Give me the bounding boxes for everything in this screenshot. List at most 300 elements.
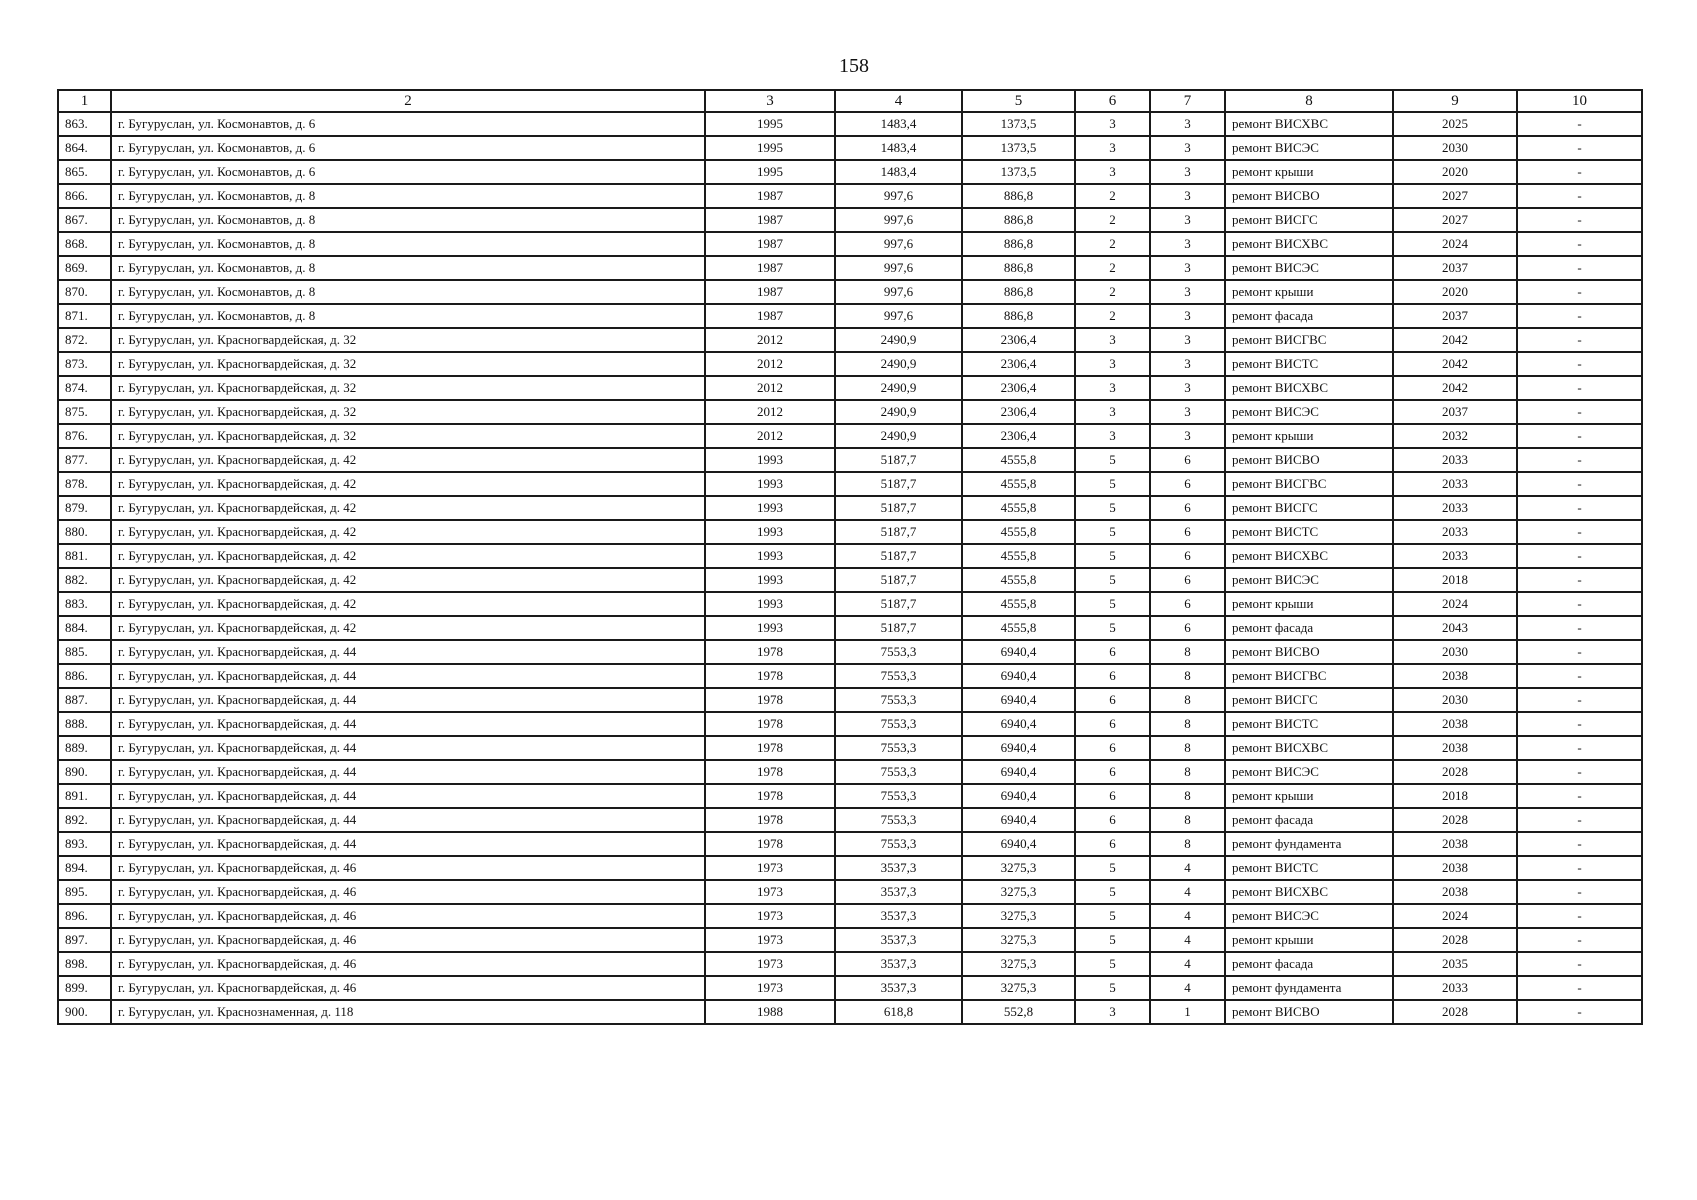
- cell-floors: 5: [1075, 592, 1150, 616]
- cell-floors: 3: [1075, 136, 1150, 160]
- cell-entrances: 3: [1150, 256, 1225, 280]
- table-row: [58, 760, 1642, 784]
- cell-year-built: 2012: [705, 424, 835, 448]
- cell-total-area: 5187,7: [835, 472, 962, 496]
- cell-floors: 6: [1075, 808, 1150, 832]
- cell-note: -: [1517, 832, 1642, 856]
- cell-entrances: 6: [1150, 544, 1225, 568]
- cell-address: г. Бугуруслан, ул. Красногвардейская, д. 44: [111, 760, 705, 784]
- cell-entrances: 3: [1150, 112, 1225, 136]
- cell-floors: 3: [1075, 328, 1150, 352]
- cell-row-number: 898.: [58, 952, 111, 976]
- cell-total-area: 1483,4: [835, 160, 962, 184]
- cell-entrances: 4: [1150, 952, 1225, 976]
- cell-planned-year: 2042: [1393, 352, 1517, 376]
- cell-note: -: [1517, 952, 1642, 976]
- cell-floors: 5: [1075, 448, 1150, 472]
- cell-floors: 5: [1075, 880, 1150, 904]
- cell-entrances: 4: [1150, 976, 1225, 1000]
- table-row: [58, 616, 1642, 640]
- cell-year-built: 1978: [705, 736, 835, 760]
- cell-row-number: 887.: [58, 688, 111, 712]
- cell-entrances: 8: [1150, 640, 1225, 664]
- cell-entrances: 3: [1150, 328, 1225, 352]
- cell-address: г. Бугуруслан, ул. Красногвардейская, д. 42: [111, 448, 705, 472]
- cell-work-type: ремонт ВИСХВС: [1225, 880, 1393, 904]
- cell-planned-year: 2025: [1393, 112, 1517, 136]
- cell-row-number: 882.: [58, 568, 111, 592]
- table-row: [58, 568, 1642, 592]
- cell-note: -: [1517, 400, 1642, 424]
- cell-planned-year: 2033: [1393, 448, 1517, 472]
- cell-year-built: 1993: [705, 568, 835, 592]
- cell-note: -: [1517, 736, 1642, 760]
- cell-total-area: 2490,9: [835, 328, 962, 352]
- cell-living-area: 6940,4: [962, 712, 1075, 736]
- table-header-row: [58, 90, 1642, 112]
- cell-year-built: 1978: [705, 688, 835, 712]
- cell-total-area: 7553,3: [835, 688, 962, 712]
- cell-total-area: 3537,3: [835, 976, 962, 1000]
- cell-floors: 3: [1075, 376, 1150, 400]
- cell-living-area: 3275,3: [962, 856, 1075, 880]
- cell-address: г. Бугуруслан, ул. Красногвардейская, д. 46: [111, 904, 705, 928]
- cell-planned-year: 2024: [1393, 904, 1517, 928]
- table-row: [58, 424, 1642, 448]
- cell-year-built: 1995: [705, 112, 835, 136]
- cell-floors: 2: [1075, 184, 1150, 208]
- cell-planned-year: 2033: [1393, 544, 1517, 568]
- cell-planned-year: 2035: [1393, 952, 1517, 976]
- cell-address: г. Бугуруслан, ул. Космонавтов, д. 6: [111, 160, 705, 184]
- cell-floors: 6: [1075, 688, 1150, 712]
- cell-address: г. Бугуруслан, ул. Красногвардейская, д. 44: [111, 832, 705, 856]
- cell-total-area: 7553,3: [835, 736, 962, 760]
- cell-work-type: ремонт ВИСТС: [1225, 352, 1393, 376]
- cell-total-area: 1483,4: [835, 136, 962, 160]
- cell-total-area: 7553,3: [835, 784, 962, 808]
- cell-entrances: 3: [1150, 208, 1225, 232]
- cell-work-type: ремонт ВИСТС: [1225, 520, 1393, 544]
- table-row: [58, 256, 1642, 280]
- cell-planned-year: 2037: [1393, 304, 1517, 328]
- cell-row-number: 890.: [58, 760, 111, 784]
- cell-row-number: 871.: [58, 304, 111, 328]
- cell-living-area: 886,8: [962, 184, 1075, 208]
- cell-floors: 2: [1075, 208, 1150, 232]
- cell-note: -: [1517, 448, 1642, 472]
- cell-work-type: ремонт ВИСГВС: [1225, 664, 1393, 688]
- cell-work-type: ремонт ВИСВО: [1225, 640, 1393, 664]
- cell-note: -: [1517, 928, 1642, 952]
- cell-year-built: 1988: [705, 1000, 835, 1024]
- cell-note: -: [1517, 496, 1642, 520]
- cell-address: г. Бугуруслан, ул. Космонавтов, д. 6: [111, 136, 705, 160]
- cell-work-type: ремонт фасада: [1225, 808, 1393, 832]
- cell-planned-year: 2042: [1393, 376, 1517, 400]
- cell-address: г. Бугуруслан, ул. Красногвардейская, д. 42: [111, 616, 705, 640]
- cell-row-number: 876.: [58, 424, 111, 448]
- table-row: [58, 208, 1642, 232]
- cell-address: г. Бугуруслан, ул. Красногвардейская, д. 42: [111, 592, 705, 616]
- cell-year-built: 1978: [705, 712, 835, 736]
- cell-address: г. Бугуруслан, ул. Космонавтов, д. 8: [111, 304, 705, 328]
- cell-note: -: [1517, 712, 1642, 736]
- cell-row-number: 895.: [58, 880, 111, 904]
- cell-planned-year: 2030: [1393, 640, 1517, 664]
- cell-living-area: 886,8: [962, 208, 1075, 232]
- cell-entrances: 8: [1150, 832, 1225, 856]
- cell-note: -: [1517, 328, 1642, 352]
- cell-work-type: ремонт фундамента: [1225, 832, 1393, 856]
- table-row: [58, 832, 1642, 856]
- cell-entrances: 3: [1150, 184, 1225, 208]
- cell-year-built: 1993: [705, 616, 835, 640]
- cell-planned-year: 2020: [1393, 280, 1517, 304]
- cell-year-built: 1987: [705, 208, 835, 232]
- cell-total-area: 3537,3: [835, 856, 962, 880]
- cell-planned-year: 2038: [1393, 880, 1517, 904]
- cell-planned-year: 2038: [1393, 664, 1517, 688]
- column-header-2: 2: [111, 90, 705, 112]
- cell-work-type: ремонт ВИСГС: [1225, 688, 1393, 712]
- cell-row-number: 873.: [58, 352, 111, 376]
- cell-living-area: 552,8: [962, 1000, 1075, 1024]
- cell-total-area: 997,6: [835, 232, 962, 256]
- cell-work-type: ремонт крыши: [1225, 424, 1393, 448]
- cell-address: г. Бугуруслан, ул. Красногвардейская, д. 46: [111, 928, 705, 952]
- cell-living-area: 886,8: [962, 280, 1075, 304]
- cell-entrances: 3: [1150, 232, 1225, 256]
- cell-year-built: 1987: [705, 232, 835, 256]
- cell-address: г. Бугуруслан, ул. Красногвардейская, д. 46: [111, 856, 705, 880]
- cell-floors: 3: [1075, 112, 1150, 136]
- cell-entrances: 8: [1150, 712, 1225, 736]
- cell-planned-year: 2042: [1393, 328, 1517, 352]
- cell-address: г. Бугуруслан, ул. Космонавтов, д. 8: [111, 232, 705, 256]
- column-header-3: 3: [705, 90, 835, 112]
- cell-row-number: 864.: [58, 136, 111, 160]
- cell-living-area: 4555,8: [962, 544, 1075, 568]
- cell-living-area: 6940,4: [962, 688, 1075, 712]
- cell-row-number: 869.: [58, 256, 111, 280]
- cell-total-area: 5187,7: [835, 448, 962, 472]
- cell-address: г. Бугуруслан, ул. Красногвардейская, д. 46: [111, 976, 705, 1000]
- cell-note: -: [1517, 160, 1642, 184]
- cell-planned-year: 2033: [1393, 496, 1517, 520]
- table-row: [58, 544, 1642, 568]
- cell-row-number: 875.: [58, 400, 111, 424]
- cell-entrances: 3: [1150, 424, 1225, 448]
- cell-floors: 6: [1075, 712, 1150, 736]
- cell-planned-year: 2043: [1393, 616, 1517, 640]
- cell-work-type: ремонт ВИСЭС: [1225, 904, 1393, 928]
- cell-address: г. Бугуруслан, ул. Красногвардейская, д. 44: [111, 808, 705, 832]
- cell-note: -: [1517, 304, 1642, 328]
- cell-work-type: ремонт ВИСТС: [1225, 856, 1393, 880]
- cell-living-area: 4555,8: [962, 472, 1075, 496]
- cell-living-area: 4555,8: [962, 520, 1075, 544]
- cell-address: г. Бугуруслан, ул. Красногвардейская, д. 32: [111, 400, 705, 424]
- cell-entrances: 6: [1150, 448, 1225, 472]
- cell-work-type: ремонт фасада: [1225, 304, 1393, 328]
- cell-planned-year: 2038: [1393, 736, 1517, 760]
- column-header-6: 6: [1075, 90, 1150, 112]
- cell-work-type: ремонт ВИСГВС: [1225, 328, 1393, 352]
- cell-floors: 5: [1075, 496, 1150, 520]
- cell-row-number: 863.: [58, 112, 111, 136]
- cell-year-built: 2012: [705, 328, 835, 352]
- table-row: [58, 856, 1642, 880]
- cell-floors: 5: [1075, 616, 1150, 640]
- cell-row-number: 877.: [58, 448, 111, 472]
- cell-work-type: ремонт ВИСВО: [1225, 184, 1393, 208]
- table-row: [58, 496, 1642, 520]
- table-row: [58, 472, 1642, 496]
- cell-row-number: 894.: [58, 856, 111, 880]
- cell-floors: 6: [1075, 664, 1150, 688]
- cell-row-number: 866.: [58, 184, 111, 208]
- cell-work-type: ремонт крыши: [1225, 928, 1393, 952]
- cell-row-number: 879.: [58, 496, 111, 520]
- cell-address: г. Бугуруслан, ул. Краснознаменная, д. 118: [111, 1000, 705, 1024]
- cell-year-built: 1978: [705, 784, 835, 808]
- cell-entrances: 6: [1150, 592, 1225, 616]
- cell-work-type: ремонт крыши: [1225, 592, 1393, 616]
- cell-floors: 6: [1075, 832, 1150, 856]
- cell-note: -: [1517, 880, 1642, 904]
- cell-floors: 2: [1075, 280, 1150, 304]
- cell-address: г. Бугуруслан, ул. Красногвардейская, д. 44: [111, 784, 705, 808]
- cell-year-built: 1973: [705, 880, 835, 904]
- cell-entrances: 8: [1150, 760, 1225, 784]
- cell-entrances: 3: [1150, 136, 1225, 160]
- cell-total-area: 618,8: [835, 1000, 962, 1024]
- cell-living-area: 3275,3: [962, 976, 1075, 1000]
- cell-living-area: 886,8: [962, 304, 1075, 328]
- column-header-5: 5: [962, 90, 1075, 112]
- cell-planned-year: 2020: [1393, 160, 1517, 184]
- cell-entrances: 3: [1150, 280, 1225, 304]
- cell-entrances: 3: [1150, 352, 1225, 376]
- cell-entrances: 6: [1150, 616, 1225, 640]
- cell-note: -: [1517, 616, 1642, 640]
- cell-row-number: 889.: [58, 736, 111, 760]
- cell-planned-year: 2032: [1393, 424, 1517, 448]
- cell-entrances: 3: [1150, 400, 1225, 424]
- cell-living-area: 6940,4: [962, 760, 1075, 784]
- cell-note: -: [1517, 784, 1642, 808]
- cell-note: -: [1517, 376, 1642, 400]
- cell-year-built: 1987: [705, 256, 835, 280]
- cell-total-area: 7553,3: [835, 664, 962, 688]
- cell-work-type: ремонт ВИСЭС: [1225, 760, 1393, 784]
- table-row: [58, 304, 1642, 328]
- cell-year-built: 1987: [705, 304, 835, 328]
- cell-entrances: 4: [1150, 880, 1225, 904]
- cell-address: г. Бугуруслан, ул. Красногвардейская, д. 44: [111, 664, 705, 688]
- cell-planned-year: 2033: [1393, 520, 1517, 544]
- cell-floors: 6: [1075, 736, 1150, 760]
- cell-work-type: ремонт ВИСВО: [1225, 448, 1393, 472]
- cell-year-built: 1995: [705, 160, 835, 184]
- cell-total-area: 7553,3: [835, 808, 962, 832]
- cell-note: -: [1517, 280, 1642, 304]
- cell-floors: 5: [1075, 544, 1150, 568]
- cell-planned-year: 2027: [1393, 208, 1517, 232]
- cell-floors: 2: [1075, 232, 1150, 256]
- cell-row-number: 865.: [58, 160, 111, 184]
- cell-total-area: 5187,7: [835, 592, 962, 616]
- cell-entrances: 6: [1150, 472, 1225, 496]
- cell-planned-year: 2033: [1393, 472, 1517, 496]
- cell-entrances: 6: [1150, 496, 1225, 520]
- cell-year-built: 1973: [705, 976, 835, 1000]
- cell-row-number: 892.: [58, 808, 111, 832]
- cell-living-area: 886,8: [962, 232, 1075, 256]
- cell-note: -: [1517, 544, 1642, 568]
- cell-planned-year: 2033: [1393, 976, 1517, 1000]
- cell-year-built: 1987: [705, 184, 835, 208]
- cell-total-area: 7553,3: [835, 640, 962, 664]
- table-row: [58, 448, 1642, 472]
- cell-planned-year: 2024: [1393, 592, 1517, 616]
- cell-work-type: ремонт ВИСТС: [1225, 712, 1393, 736]
- cell-note: -: [1517, 568, 1642, 592]
- cell-living-area: 2306,4: [962, 328, 1075, 352]
- cell-year-built: 1973: [705, 928, 835, 952]
- table-row: [58, 688, 1642, 712]
- table-row: [58, 592, 1642, 616]
- cell-planned-year: 2018: [1393, 568, 1517, 592]
- cell-entrances: 8: [1150, 784, 1225, 808]
- cell-note: -: [1517, 664, 1642, 688]
- cell-floors: 5: [1075, 568, 1150, 592]
- cell-entrances: 8: [1150, 688, 1225, 712]
- cell-work-type: ремонт крыши: [1225, 280, 1393, 304]
- cell-total-area: 3537,3: [835, 952, 962, 976]
- cell-address: г. Бугуруслан, ул. Красногвардейская, д. 42: [111, 544, 705, 568]
- cell-living-area: 6940,4: [962, 736, 1075, 760]
- cell-total-area: 997,6: [835, 208, 962, 232]
- cell-floors: 2: [1075, 304, 1150, 328]
- cell-entrances: 4: [1150, 856, 1225, 880]
- cell-work-type: ремонт ВИСВО: [1225, 1000, 1393, 1024]
- cell-floors: 3: [1075, 352, 1150, 376]
- cell-address: г. Бугуруслан, ул. Космонавтов, д. 8: [111, 256, 705, 280]
- cell-year-built: 2012: [705, 376, 835, 400]
- cell-row-number: 893.: [58, 832, 111, 856]
- cell-planned-year: 2028: [1393, 808, 1517, 832]
- cell-floors: 5: [1075, 856, 1150, 880]
- table-row: [58, 904, 1642, 928]
- table-row: [58, 112, 1642, 136]
- cell-year-built: 1973: [705, 904, 835, 928]
- cell-floors: 2: [1075, 256, 1150, 280]
- cell-address: г. Бугуруслан, ул. Космонавтов, д. 8: [111, 184, 705, 208]
- table-row: [58, 400, 1642, 424]
- cell-floors: 6: [1075, 784, 1150, 808]
- table-row: [58, 880, 1642, 904]
- cell-living-area: 6940,4: [962, 808, 1075, 832]
- cell-floors: 6: [1075, 640, 1150, 664]
- cell-year-built: 2012: [705, 400, 835, 424]
- cell-living-area: 1373,5: [962, 112, 1075, 136]
- cell-planned-year: 2030: [1393, 136, 1517, 160]
- cell-entrances: 6: [1150, 520, 1225, 544]
- table-row: [58, 712, 1642, 736]
- cell-address: г. Бугуруслан, ул. Космонавтов, д. 6: [111, 112, 705, 136]
- cell-year-built: 1993: [705, 592, 835, 616]
- cell-entrances: 8: [1150, 736, 1225, 760]
- cell-row-number: 896.: [58, 904, 111, 928]
- cell-note: -: [1517, 424, 1642, 448]
- cell-note: -: [1517, 256, 1642, 280]
- cell-work-type: ремонт ВИСХВС: [1225, 544, 1393, 568]
- cell-address: г. Бугуруслан, ул. Красногвардейская, д. 32: [111, 376, 705, 400]
- cell-year-built: 1978: [705, 664, 835, 688]
- cell-year-built: 1993: [705, 496, 835, 520]
- cell-note: -: [1517, 520, 1642, 544]
- table-row: [58, 976, 1642, 1000]
- cell-work-type: ремонт ВИСЭС: [1225, 568, 1393, 592]
- cell-living-area: 1373,5: [962, 136, 1075, 160]
- cell-living-area: 3275,3: [962, 880, 1075, 904]
- cell-address: г. Бугуруслан, ул. Красногвардейская, д. 44: [111, 640, 705, 664]
- cell-address: г. Бугуруслан, ул. Красногвардейская, д. 42: [111, 472, 705, 496]
- cell-row-number: 899.: [58, 976, 111, 1000]
- column-header-10: 10: [1517, 90, 1642, 112]
- cell-planned-year: 2028: [1393, 928, 1517, 952]
- table-row: [58, 736, 1642, 760]
- cell-note: -: [1517, 136, 1642, 160]
- cell-address: г. Бугуруслан, ул. Красногвардейская, д. 42: [111, 568, 705, 592]
- cell-row-number: 874.: [58, 376, 111, 400]
- cell-living-area: 2306,4: [962, 352, 1075, 376]
- cell-living-area: 6940,4: [962, 640, 1075, 664]
- cell-entrances: 4: [1150, 904, 1225, 928]
- table-row: [58, 328, 1642, 352]
- cell-floors: 3: [1075, 1000, 1150, 1024]
- cell-entrances: 3: [1150, 160, 1225, 184]
- cell-year-built: 1973: [705, 856, 835, 880]
- cell-planned-year: 2024: [1393, 232, 1517, 256]
- cell-living-area: 4555,8: [962, 568, 1075, 592]
- cell-row-number: 883.: [58, 592, 111, 616]
- table-row: [58, 808, 1642, 832]
- cell-note: -: [1517, 232, 1642, 256]
- cell-row-number: 885.: [58, 640, 111, 664]
- cell-row-number: 870.: [58, 280, 111, 304]
- cell-floors: 6: [1075, 760, 1150, 784]
- cell-year-built: 1978: [705, 640, 835, 664]
- cell-work-type: ремонт ВИСХВС: [1225, 736, 1393, 760]
- cell-row-number: 884.: [58, 616, 111, 640]
- cell-note: -: [1517, 1000, 1642, 1024]
- cell-work-type: ремонт ВИСХВС: [1225, 112, 1393, 136]
- cell-work-type: ремонт крыши: [1225, 160, 1393, 184]
- cell-work-type: ремонт фундамента: [1225, 976, 1393, 1000]
- cell-entrances: 3: [1150, 376, 1225, 400]
- table-row: [58, 160, 1642, 184]
- cell-address: г. Бугуруслан, ул. Космонавтов, д. 8: [111, 280, 705, 304]
- cell-floors: 5: [1075, 520, 1150, 544]
- cell-address: г. Бугуруслан, ул. Красногвардейская, д. 44: [111, 688, 705, 712]
- cell-total-area: 997,6: [835, 184, 962, 208]
- column-header-4: 4: [835, 90, 962, 112]
- cell-total-area: 2490,9: [835, 424, 962, 448]
- cell-total-area: 2490,9: [835, 400, 962, 424]
